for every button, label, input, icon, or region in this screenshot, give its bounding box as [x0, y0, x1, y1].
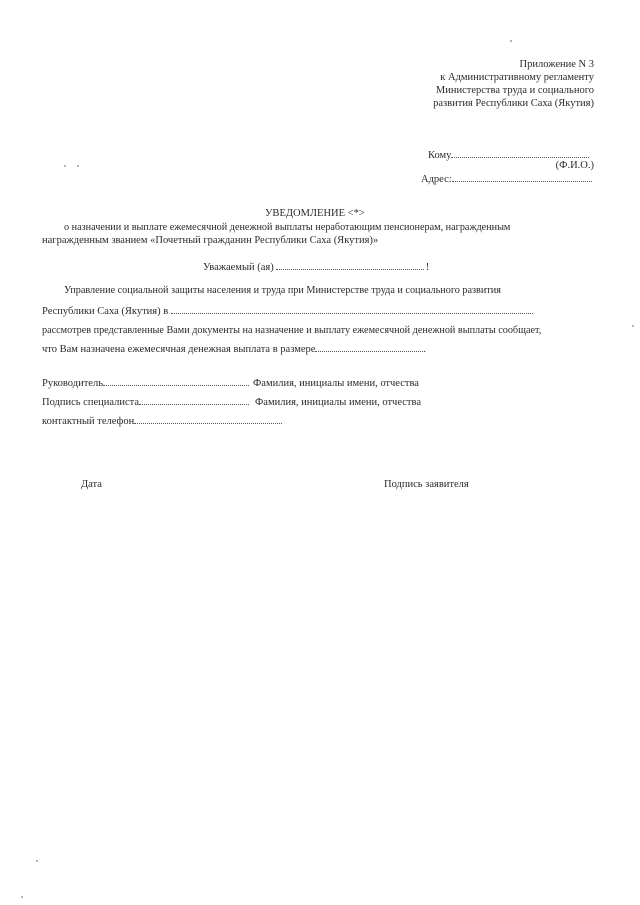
- contact-phone-blank[interactable]: [134, 414, 282, 424]
- scan-speck: [21, 896, 23, 898]
- greeting-name-blank[interactable]: [276, 260, 424, 270]
- scan-speck: [510, 40, 512, 42]
- department-blank[interactable]: [171, 304, 533, 314]
- appendix-line-3: Министерства труда и социального: [435, 85, 594, 96]
- notice-title: УВЕДОМЛЕНИЕ <*>: [265, 208, 365, 219]
- scan-speck: [64, 165, 66, 167]
- head-signature-row: [42, 376, 419, 390]
- scan-speck: [36, 860, 38, 862]
- appendix-line-4: развития Республики Саха (Якутия): [433, 98, 594, 109]
- head-name-hint: Фамилия, инициалы имени, отчества: [252, 378, 419, 389]
- appendix-line-2: к Административному регламенту: [440, 72, 594, 83]
- contact-phone-row: [42, 414, 282, 428]
- greeting-label: Уважаемый (ая): [203, 262, 274, 273]
- date-label: Дата: [81, 479, 102, 490]
- specialist-signature-row: [42, 395, 421, 409]
- specialist-name-hint: Фамилия, инициалы имени, отчества: [255, 397, 421, 408]
- recipient-to-label: Кому: [428, 150, 452, 161]
- recipient-address-row: [421, 172, 592, 186]
- scan-speck: [77, 165, 79, 167]
- specialist-signature-blank[interactable]: [139, 395, 249, 405]
- greeting-row: [203, 260, 429, 274]
- notice-subtitle-line-2: награжденным званием «Почетный гражданин Республики Саха (Якутия)»: [42, 235, 379, 246]
- head-label: Руководитель: [42, 378, 103, 389]
- recipient-name-blank[interactable]: [451, 148, 589, 158]
- specialist-label: Подпись специалиста: [42, 397, 140, 408]
- body-line-3: рассмотрев представленные Вами документы на назначение и выплату ежемесячной денежной выплаты сообщает,: [42, 325, 542, 336]
- body-line-2: [42, 304, 533, 318]
- head-signature-blank[interactable]: [103, 376, 249, 386]
- recipient-address-blank[interactable]: [452, 172, 592, 182]
- body-line-1: Управление социальной защиты населения и труда при Министерстве труда и социального развития: [64, 285, 501, 296]
- body-line-2-text: Республики Саха (Якутия) в: [42, 306, 169, 317]
- body-line-4-text: что Вам назначена ежемесячная денежная выплата в размере: [42, 344, 316, 355]
- body-line-4: [42, 342, 426, 356]
- contact-phone-label: контактный телефон: [42, 416, 135, 427]
- scan-speck: [632, 325, 634, 327]
- notice-subtitle-line-1: о назначении и выплате ежемесячной денежной выплаты неработающим пенсионерам, награжденным: [64, 222, 511, 233]
- recipient-fio-hint: (Ф.И.О.): [555, 160, 594, 171]
- appendix-line-1: Приложение N 3: [519, 59, 594, 70]
- amount-blank[interactable]: [315, 342, 423, 352]
- greeting-exclamation: !: [425, 262, 430, 273]
- applicant-signature-label: Подпись заявителя: [384, 479, 469, 490]
- body-line-4-end: .: [423, 344, 427, 355]
- recipient-address-label: Адрес:: [421, 174, 452, 185]
